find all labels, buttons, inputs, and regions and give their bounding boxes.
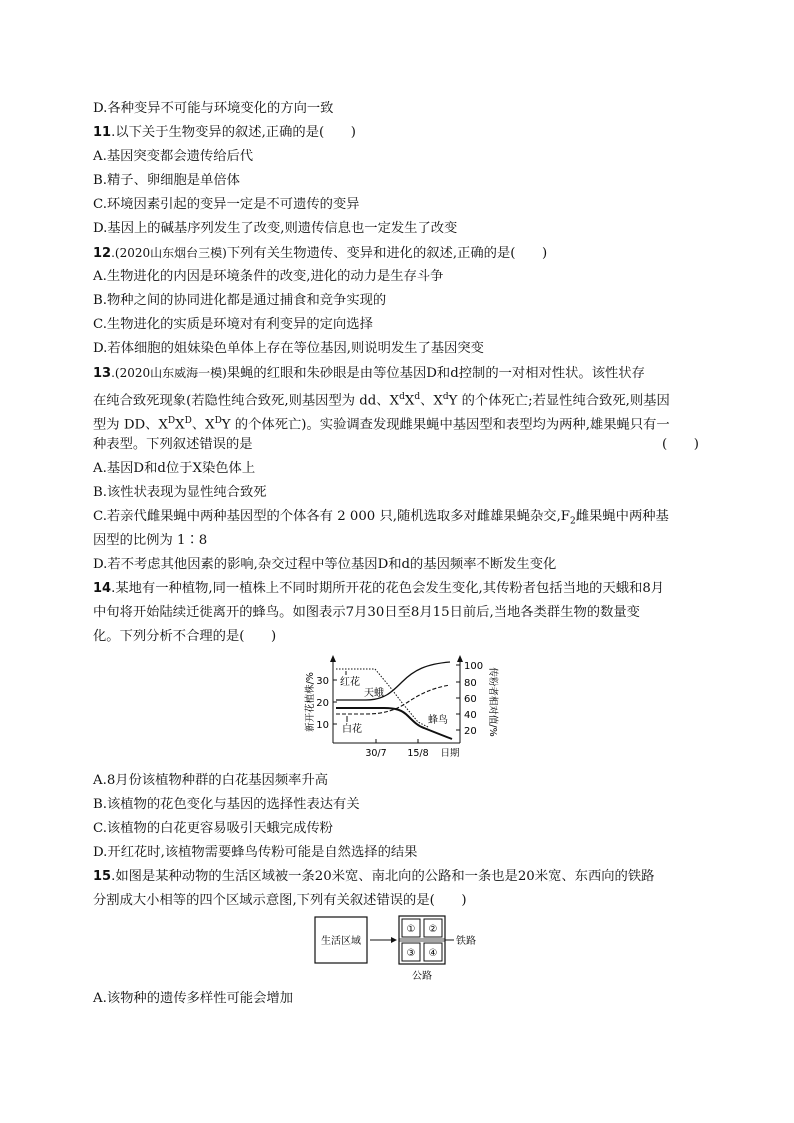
q12-source: .(2020山东烟台三模) [111,246,227,260]
region-3-label: ③ [406,948,416,959]
q13-line-2-c: 、X [420,393,443,409]
q13-line-3-b: X [175,417,185,433]
region-1-label: ① [406,924,416,935]
label-red-flower: 红花 [340,677,360,688]
q15-line-1 [93,868,654,886]
sup-d: d [414,392,421,402]
sup-d: d [442,392,449,402]
right-tick-label: 40 [464,710,477,721]
q11-option-c: C.环境因素引起的变异一定是不可遗传的变异 [93,197,360,212]
right-tick-label: 20 [464,726,477,737]
q15-number: 15 [93,869,112,884]
q13-source: .(2020山东威海一模) [111,366,227,380]
left-tick-label: 30 [316,676,329,687]
q13-option-c-b: 雌果蝇中两种基 [575,509,669,524]
q13-line-1-text: 果蝇的红眼和朱砂眼是由等位基因D和d控制的一对相对性状。该性状存 [226,366,645,381]
left-axis-arrow [330,655,336,662]
right-tick-label: 60 [464,694,477,705]
right-axis-label: 传粉者相对值/% [487,667,498,737]
q13-line-4 [93,436,699,454]
q13-line-2-d: Y 的个体死亡;若显性纯合致死,则基因 [448,393,670,409]
x-tick-label: 15/8 [407,748,429,759]
q10-option-d: D.各种变异不可能与环境变化的方向一致 [93,101,334,116]
living-area-label: 生活区域 [321,936,361,947]
q15-line-1-text: .如图是某种动物的生活区域被一条20米宽、南北向的公路和一条也是20米宽、东西向的铁路 [111,869,655,884]
label-moth: 天蛾 [364,688,384,699]
railway-label: 铁路 [456,936,476,947]
q13-option-c-line-2: 因型的比例为 1∶8 [93,533,208,548]
left-tick-label: 10 [316,720,329,731]
sup-d: d [399,392,405,402]
q13-line-2-b: X [404,393,415,409]
q14-line-3: 化。下列分析不合理的是( ) [93,629,277,644]
region-2-label: ② [428,924,438,935]
q11-option-d: D.基因上的碱基序列发生了改变,则遗传信息也一定发生了改变 [93,221,458,236]
q13-line-3-c: 、X [191,417,215,433]
q12-option-b: B.物种之间的协同进化都是通过捕食和竞争实现的 [93,293,387,308]
q13-line-1 [93,364,645,383]
q11-number: 11 [93,125,112,140]
x-tick-label: 30/7 [365,748,387,759]
q13-option-b: B.该性状表现为显性纯合致死 [93,485,267,500]
right-tick-label: 100 [464,661,484,672]
q14-option-b: B.该植物的花色变化与基因的选择性表达有关 [93,797,360,812]
q14-option-a: A.8月份该植物种群的白花基因频率升高 [93,773,329,788]
sup-D: D [167,416,176,426]
right-tick-label: 80 [464,678,477,689]
q14-line-1 [93,580,664,598]
left-tick-label: 20 [316,698,329,709]
q15-option-a: A.该物种的遗传多样性可能会增加 [93,991,293,1006]
q13-line-4-text: 种表型。下列叙述错误的是 [93,437,253,452]
q13-number: 13 [93,366,112,381]
label-hummingbird: 蜂鸟 [428,715,448,726]
q13-line-2-a: 在纯合致死现象(若隐性纯合致死,则基因型为 dd、X [93,393,400,409]
q12-option-d: D.若体细胞的姐妹染色单体上存在等位基因,则说明发生了基因突变 [93,341,484,356]
q11-stem [93,124,356,142]
sub-2: 2 [570,516,576,527]
q14-line-2: 中旬将开始陆续迁徙离开的蜂鸟。如图表示7月30日至8月15日前后,当地各类群生物的数量变 [93,605,640,620]
label-white-flower: 白花 [342,724,362,735]
q14-line-1-text: .某地有一种植物,同一植株上不同时期所开花的花色会发生变化,其传粉者包括当地的天蛾和8月 [111,581,665,596]
q13-line-3-a: 型为 DD、X [93,417,168,433]
q13-option-c-a: C.若亲代雌果蝇中两种基因型的个体各有 2 000 只,随机选取多对雌雄果蝇杂交,F [93,509,571,524]
arrow-head [391,937,397,943]
right-axis-arrow [457,655,463,662]
answer-paren: ( ) [662,437,699,452]
sup-D: D [184,416,192,426]
region-4-label: ④ [428,948,438,959]
q12-number: 12 [93,246,112,261]
q14-option-c: C.该植物的白花更容易吸引天蛾完成传粉 [93,821,333,836]
q13-line-2 [93,388,670,410]
q12-option-c: C.生物进化的实质是环境对有利变异的定向选择 [93,317,373,332]
q14-option-d: D.开红花时,该植物需要蜂鸟传粉可能是自然选择的结果 [93,845,418,860]
q13-option-c-line-1 [93,508,669,531]
q12-option-a: A.生物进化的内因是环境条件的改变,进化的动力是生存斗争 [93,269,444,284]
q14-number: 14 [93,581,112,596]
x-axis-label: 日期 [440,748,460,759]
q13-line-3-d: Y 的个体死亡)。实验调查发现雌果蝇中基因型和表型均为两种,雄果蝇只有一 [221,417,670,433]
q11-option-a: A.基因突变都会遗传给后代 [93,149,254,164]
q13-line-3 [93,412,670,434]
q11-stem-text: .以下关于生物变异的叙述,正确的是( ) [111,125,356,140]
q14-figure [300,652,500,762]
q13-option-d: D.若不考虑其他因素的影响,杂交过程中等位基因D和d的基因频率不断发生变化 [93,557,557,572]
left-axis-label: 新开花植株/% [305,672,316,732]
q15-figure [312,913,492,985]
q13-option-a: A.基因D和d位于X染色体上 [93,461,256,476]
q15-line-2: 分割成大小相等的四个区域示意图,下列有关叙述错误的是( ) [93,893,467,908]
road-label: 公路 [412,971,432,982]
q11-option-b: B.精子、卵细胞是单倍体 [93,173,240,188]
q12-stem [93,244,547,263]
sup-D: D [214,416,222,426]
q12-stem-text: 下列有关生物遗传、变异和进化的叙述,正确的是( ) [226,246,548,261]
